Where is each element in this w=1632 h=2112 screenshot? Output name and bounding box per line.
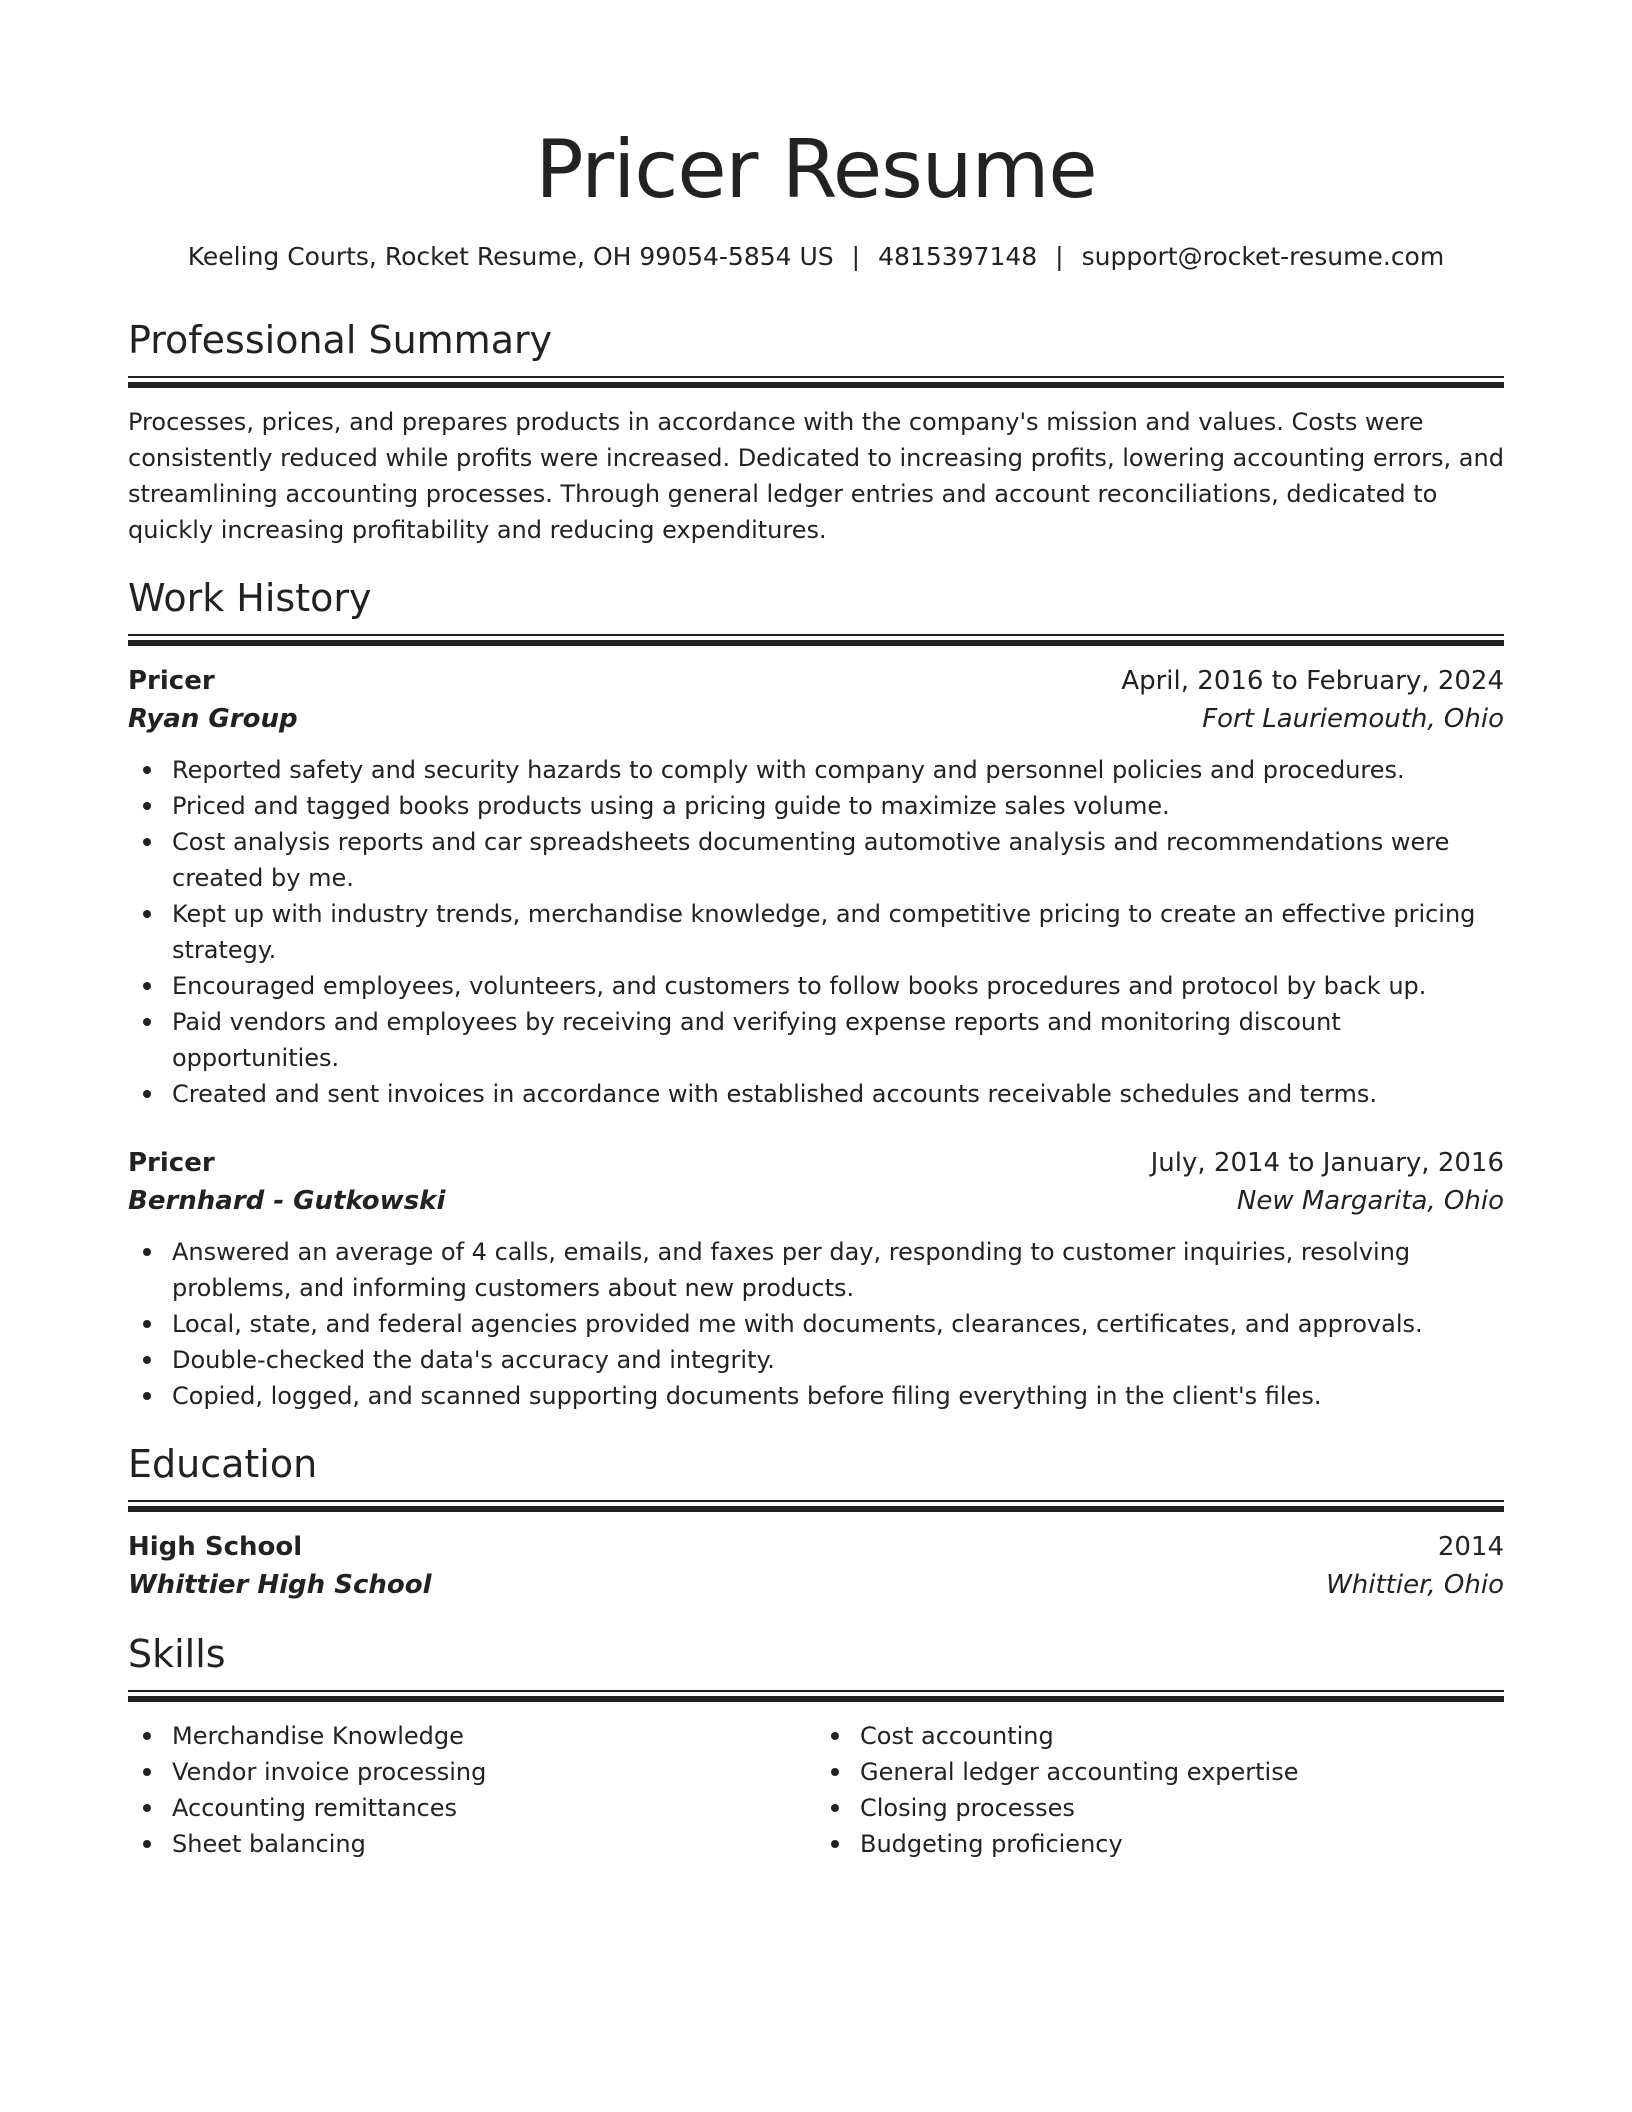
education-school-row [128, 1566, 1504, 1604]
job-company-row [128, 700, 1504, 738]
list-item: Encouraged employees, volunteers, and customers to follow books procedures and protocol by back up. [128, 968, 1504, 1004]
work-history-section [128, 574, 1504, 1414]
contact-address: Keeling Courts, Rocket Resume, OH 99054-5854 US [187, 242, 834, 271]
list-item: Kept up with industry trends, merchandise knowledge, and competitive pricing to create an effective pricing strategy. [128, 896, 1504, 968]
job-location: New Margarita, Ohio [1236, 1186, 1504, 1216]
job-header-row [128, 662, 1504, 700]
job-bullets [128, 1234, 1504, 1414]
contact-email: support@rocket-resume.com [1081, 242, 1445, 271]
contact-phone: 4815397148 [878, 242, 1038, 271]
skills-columns [128, 1718, 1504, 1862]
list-item: Cost analysis reports and car spreadsheets documenting automotive analysis and recommendations were created by me. [128, 824, 1504, 896]
list-item: Copied, logged, and scanned supporting documents before filing everything in the client's files. [128, 1378, 1504, 1414]
summary-heading: Professional Summary [128, 318, 553, 362]
list-item: Merchandise Knowledge [128, 1718, 816, 1754]
contact-separator: | [1055, 242, 1064, 271]
list-item: Accounting remittances [128, 1790, 816, 1826]
education-header-row [128, 1528, 1504, 1566]
skills-list-right [816, 1718, 1504, 1862]
list-item: Budgeting proficiency [816, 1826, 1504, 1862]
list-item: Vendor invoice processing [128, 1754, 816, 1790]
job-bullets [128, 752, 1504, 1112]
job-location: Fort Lauriemouth, Ohio [1202, 704, 1504, 734]
section-divider [128, 634, 1504, 646]
job-company: Bernhard - Gutkowski [128, 1186, 446, 1216]
summary-section [128, 316, 1504, 548]
resume-title: Pricer Resume [535, 123, 1097, 216]
summary-text: Processes, prices, and prepares products in accordance with the company's mission and values. Costs were consistently reduced while profits were increased. Dedicated to increasing profits, lowering accounting errors, and streamlining accounting processes. Through general ledger entries and account reconciliations, dedicated to quickly increasing profitability and reducing expenditures. [128, 408, 1504, 544]
job-title: Pricer [128, 1148, 215, 1178]
job-header-row [128, 1144, 1504, 1182]
list-item: Reported safety and security hazards to comply with company and personnel policies and procedures. [128, 752, 1504, 788]
skills-heading: Skills [128, 1632, 226, 1676]
education-degree: High School [128, 1532, 303, 1562]
list-item: Sheet balancing [128, 1826, 816, 1862]
list-item: Local, state, and federal agencies provided me with documents, clearances, certificates, and approvals. [128, 1306, 1504, 1342]
work-history-heading: Work History [128, 576, 372, 620]
education-school: Whittier High School [128, 1570, 432, 1600]
list-item: General ledger accounting expertise [816, 1754, 1504, 1790]
education-location: Whittier, Ohio [1326, 1570, 1504, 1600]
resume-page [128, 0, 1504, 1862]
list-item: Answered an average of 4 calls, emails, and faxes per day, responding to customer inquiries, resolving problems, and informing customers about new products. [128, 1234, 1504, 1306]
job-company: Ryan Group [128, 704, 298, 734]
job-title: Pricer [128, 666, 215, 696]
education-year: 2014 [1437, 1532, 1504, 1562]
job-entry [128, 1144, 1504, 1414]
section-divider [128, 376, 1504, 388]
education-section [128, 1440, 1504, 1604]
education-heading: Education [128, 1442, 318, 1486]
section-divider [128, 1500, 1504, 1512]
list-item: Created and sent invoices in accordance with established accounts receivable schedules and terms. [128, 1076, 1504, 1112]
list-item: Closing processes [816, 1790, 1504, 1826]
section-divider [128, 1690, 1504, 1702]
list-item: Cost accounting [816, 1718, 1504, 1754]
skills-list-left [128, 1718, 816, 1862]
contact-separator: | [851, 242, 861, 271]
skills-section [128, 1630, 1504, 1862]
list-item: Double-checked the data's accuracy and integrity. [128, 1342, 1504, 1378]
list-item: Paid vendors and employees by receiving and verifying expense reports and monitoring discount opportunities. [128, 1004, 1504, 1076]
list-item: Priced and tagged books products using a pricing guide to maximize sales volume. [128, 788, 1504, 824]
job-entry [128, 662, 1504, 1112]
education-entry [128, 1528, 1504, 1604]
contact-line [128, 240, 1504, 274]
job-company-row [128, 1182, 1504, 1220]
job-dates: April, 2016 to February, 2024 [1121, 666, 1504, 696]
job-dates: July, 2014 to January, 2016 [1150, 1148, 1504, 1178]
